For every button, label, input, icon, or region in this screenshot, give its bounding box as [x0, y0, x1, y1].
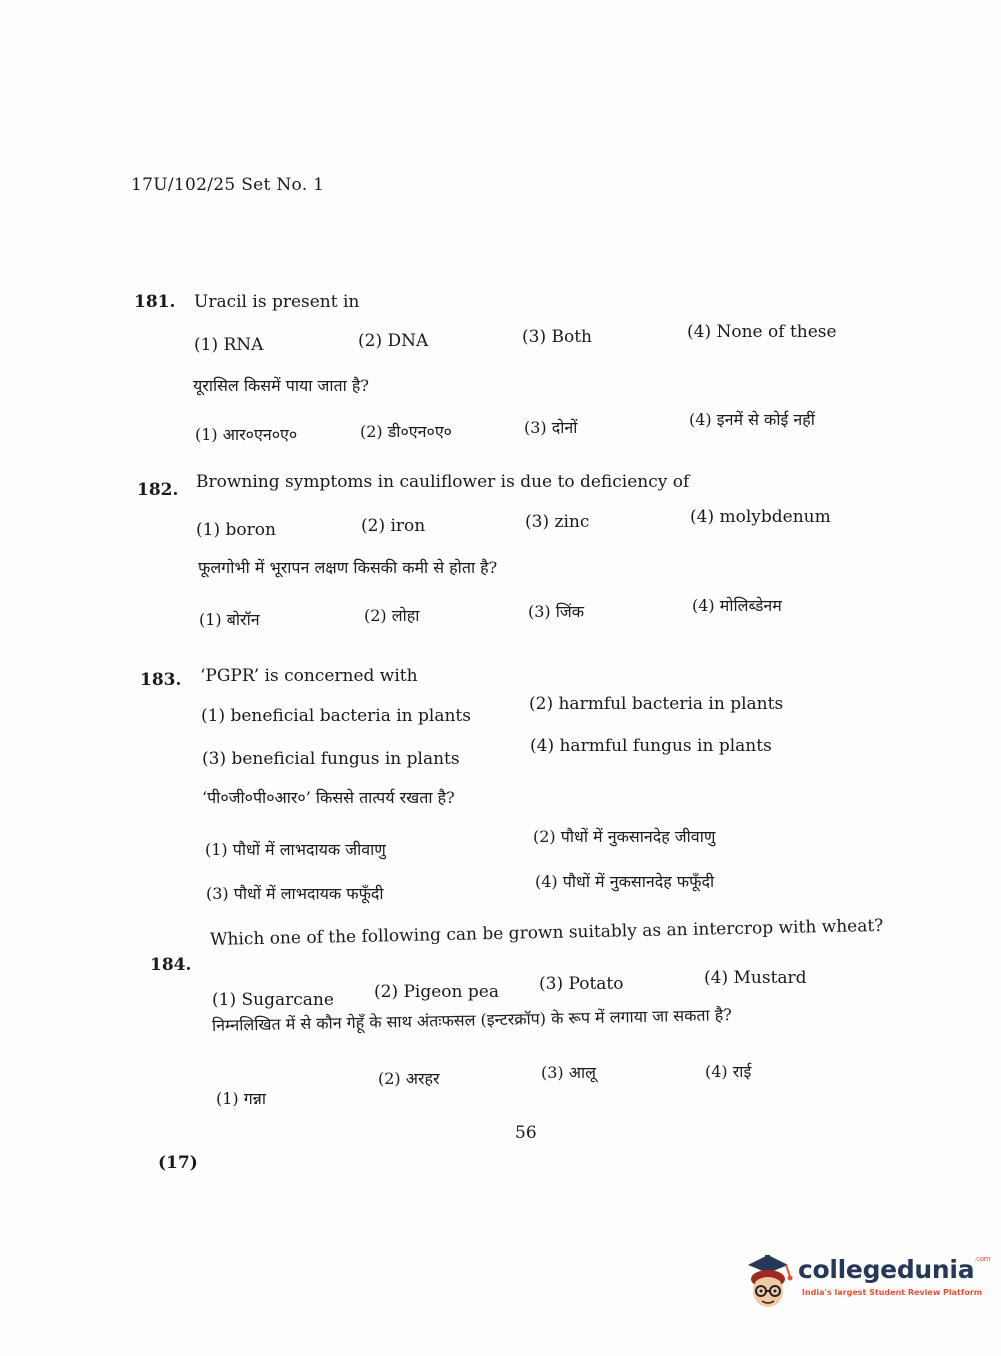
option-en-1: (1) RNA	[194, 335, 264, 355]
option-hi-1: (1) पौधों में लाभदायक जीवाणु	[205, 840, 386, 859]
option-hi-2: (2) डी०एन०ए०	[360, 422, 452, 441]
question-text-hi: ‘पी०जी०पी०आर०’ किससे तात्पर्य रखता है?	[202, 788, 455, 807]
option-en-1: (1) beneficial bacteria in plants	[201, 706, 471, 726]
question-text-hi: निम्नलिखित में से कौन गेहूँ के साथ अंतःफसल (इन्टरक्रॉप) के रूप में लगाया जा सकता है?	[211, 1005, 733, 1035]
mascot-icon	[742, 1251, 794, 1311]
option-hi-4: (4) मोलिब्डेनम	[692, 596, 782, 615]
option-hi-3: (3) जिंक	[528, 602, 585, 621]
question-number: 183.	[140, 670, 182, 690]
option-en-3: (3) zinc	[525, 512, 590, 532]
question-text-en: Browning symptoms in cauliflower is due to deficiency of	[196, 472, 690, 492]
option-hi-3: (3) आलू	[541, 1063, 596, 1082]
option-en-2: (2) Pigeon pea	[374, 982, 499, 1002]
option-hi-4: (4) इनमें से कोई नहीं	[689, 410, 815, 429]
page-number: 56	[515, 1123, 537, 1143]
question-text-en: Uracil is present in	[194, 292, 360, 312]
option-hi-1: (1) गन्ना	[216, 1089, 267, 1108]
brand-name	[798, 1255, 990, 1284]
option-en-2: (2) iron	[361, 516, 426, 536]
question-text-hi: फूलगोभी में भूरापन लक्षण किसकी कमी से होता है?	[198, 558, 498, 577]
option-en-3: (3) Both	[522, 327, 592, 347]
brand-text: collegedunia	[798, 1255, 975, 1284]
option-en-3: (3) Potato	[539, 974, 624, 994]
brand-suffix: .com	[974, 1255, 991, 1263]
option-hi-4: (4) राई	[705, 1062, 752, 1081]
option-hi-1: (1) आर०एन०ए०	[195, 425, 298, 444]
option-hi-4: (4) पौधों में नुकसानदेह फफूँदी	[535, 872, 715, 891]
option-en-4: (4) harmful fungus in plants	[530, 736, 772, 756]
option-en-4: (4) Mustard	[704, 968, 807, 988]
option-en-3: (3) beneficial fungus in plants	[202, 749, 460, 769]
option-en-1: (1) boron	[196, 520, 276, 540]
question-number: 184.	[150, 955, 192, 975]
option-hi-2: (2) पौधों में नुकसानदेह जीवाणु	[533, 827, 716, 846]
option-hi-2: (2) अरहर	[378, 1069, 440, 1088]
question-number: 181.	[134, 292, 176, 312]
set-code-header: 17U/102/25 Set No. 1	[131, 175, 325, 195]
option-hi-3: (3) पौधों में लाभदायक फफूँदी	[206, 884, 384, 903]
option-en-4: (4) molybdenum	[690, 507, 831, 527]
question-text-en: Which one of the following can be grown suitably as an intercrop with wheat?	[209, 915, 884, 950]
option-en-2: (2) DNA	[358, 331, 429, 351]
page-code: (17)	[158, 1153, 198, 1173]
option-hi-3: (3) दोनों	[524, 418, 578, 437]
collegedunia-logo	[742, 1251, 991, 1313]
question-number: 182.	[137, 480, 179, 500]
brand-tagline: India's largest Student Review Platform	[802, 1288, 983, 1297]
question-text-hi: यूरासिल किसमें पाया जाता है?	[193, 376, 369, 395]
option-en-4: (4) None of these	[687, 322, 837, 342]
question-text-en: ‘PGPR’ is concerned with	[200, 666, 418, 686]
option-en-1: (1) Sugarcane	[212, 990, 334, 1010]
option-en-2: (2) harmful bacteria in plants	[529, 694, 784, 714]
option-hi-2: (2) लोहा	[364, 606, 420, 625]
option-hi-1: (1) बोरॉन	[199, 610, 260, 629]
